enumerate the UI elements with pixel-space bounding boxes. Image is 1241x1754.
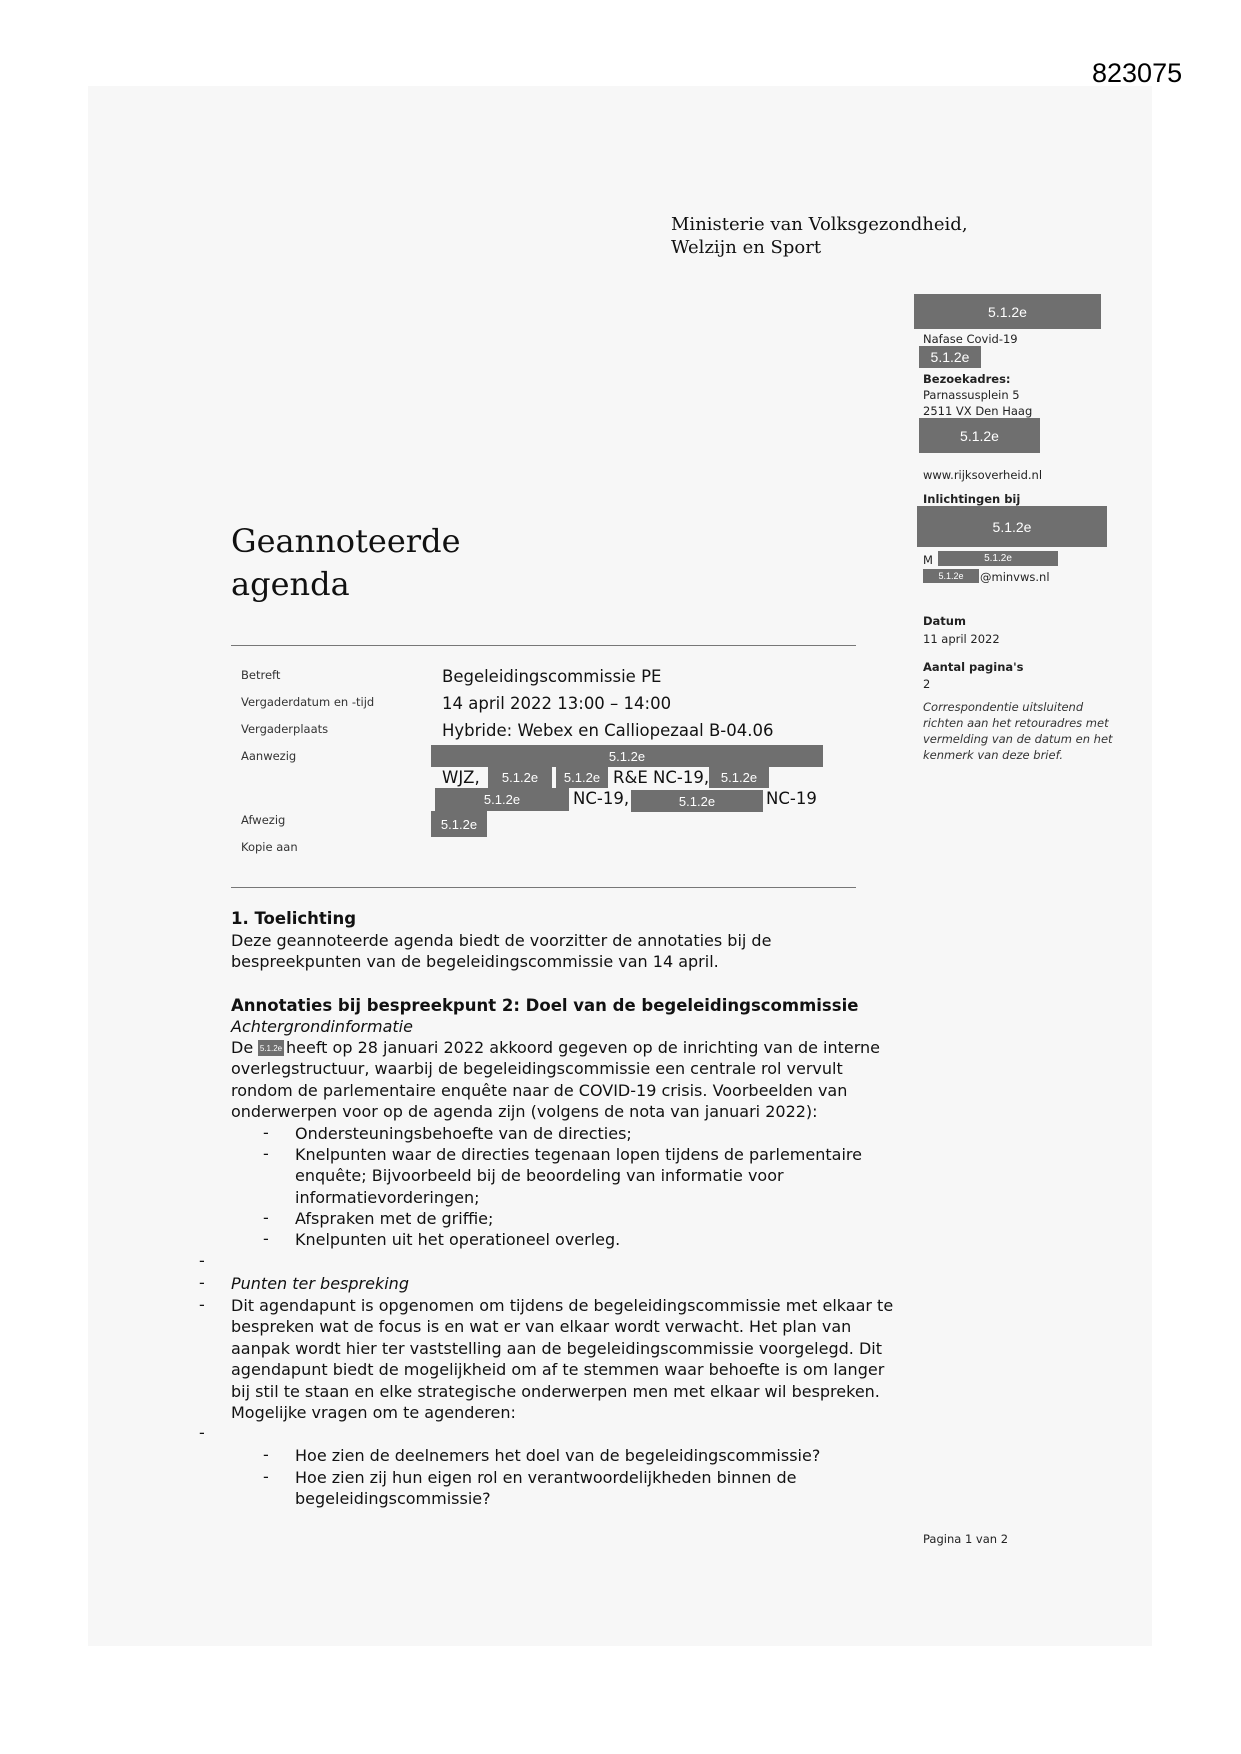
bullet-dash: - <box>263 1229 269 1248</box>
redaction-box: 5.1.2e <box>919 346 981 368</box>
section-1-line-2: bespreekpunten van de begeleidingscommissie van 14 april. <box>231 952 719 971</box>
address-line-2: 2511 VX Den Haag <box>923 404 1033 418</box>
label-subject: Betreft <box>241 668 281 682</box>
document-number: 823075 <box>1092 58 1183 88</box>
title-line-2: agenda <box>231 565 350 603</box>
divider-bottom <box>231 887 856 888</box>
section-3-line-5: bij stil te staan en elke strategische onderwerpen men met elkaar wil bespreken. <box>231 1382 880 1401</box>
bullet-dash: - <box>263 1208 269 1227</box>
info-label: Inlichtingen bij <box>923 492 1021 506</box>
divider-top <box>231 645 856 646</box>
website-link[interactable]: www.rijksoverheid.nl <box>923 468 1043 482</box>
margin-dash: - <box>199 1273 205 1292</box>
present-nc-1: NC-19, <box>573 789 630 808</box>
section-1-heading: 1. Toelichting <box>231 909 357 928</box>
mobile-label: M <box>923 553 933 567</box>
pages-label: Aantal pagina's <box>923 660 1024 674</box>
bullet-1: Ondersteuningsbehoefte van de directies; <box>295 1124 632 1143</box>
redaction-box: 5.1.2e <box>914 294 1101 329</box>
present-nc-2: NC-19 <box>766 789 817 808</box>
section-2-line-3: rondom de parlementaire enquête naar de COVID-19 crisis. Voorbeelden van <box>231 1081 848 1100</box>
redaction-box: 5.1.2e <box>917 506 1107 547</box>
section-1-line-1: Deze geannoteerde agenda biedt de voorzitter de annotaties bij de <box>231 931 772 950</box>
section-3-line-2: bespreken wat de focus is en wat er van elkaar wordt verwacht. Het plan van <box>231 1317 852 1336</box>
question-1: Hoe zien de deelnemers het doel van de begeleidingscommissie? <box>295 1446 821 1465</box>
email-address[interactable]: @minvws.nl <box>980 570 1050 584</box>
datetime-value: 14 april 2022 13:00 – 14:00 <box>442 694 672 713</box>
redaction-box: 5.1.2e <box>431 745 823 767</box>
margin-dash: - <box>199 1251 205 1270</box>
bullet-2-line-2: enquête; Bijvoorbeeld bij de beoordeling van informatie voor <box>295 1166 784 1185</box>
redaction-box: 5.1.2e <box>435 788 569 811</box>
ministry-logo-text <box>671 213 968 259</box>
date-value: 11 april 2022 <box>923 632 1000 646</box>
bullet-dash: - <box>263 1123 269 1142</box>
margin-dash: - <box>199 1423 205 1442</box>
section-3-line-1: Dit agendapunt is opgenomen om tijdens de begeleidingscommissie met elkaar te <box>231 1296 894 1315</box>
section-2-line-2: overlegstructuur, waarbij de begeleidingscommissie een centrale rol vervult <box>231 1059 843 1078</box>
redaction-box: 5.1.2e <box>556 766 608 788</box>
section-3-line-6: Mogelijke vragen om te agenderen: <box>231 1403 516 1422</box>
correspondence-note: Correspondentie uitsluitend richten aan het retouradres met vermelding van de datum en het kenmerk van deze brief. <box>923 700 1113 762</box>
sidebar-unit: Nafase Covid-19 <box>923 332 1018 346</box>
ministry-line-2: Welzijn en Sport <box>671 237 822 258</box>
label-copy: Kopie aan <box>241 840 298 854</box>
visit-address-label: Bezoekadres: <box>923 372 1011 386</box>
present-re: R&E NC-19, <box>613 768 710 787</box>
bullet-2-line-1: Knelpunten waar de directies tegenaan lopen tijdens de parlementaire <box>295 1145 862 1164</box>
redaction-box: 5.1.2e <box>709 766 769 788</box>
redaction-box: 5.1.2e <box>631 790 763 812</box>
redaction-box: 5.1.2e <box>258 1040 284 1056</box>
page-footer: Pagina 1 van 2 <box>923 1532 1009 1546</box>
label-location: Vergaderplaats <box>241 722 329 736</box>
bullet-dash: - <box>263 1144 269 1163</box>
bullet-3: Afspraken met de griffie; <box>295 1209 494 1228</box>
section-3-line-4: agendapunt biedt de mogelijkheid om af te stemmen waar behoefte is om langer <box>231 1360 885 1379</box>
title-line-1: Geannoteerde <box>231 522 461 560</box>
section-2-heading: Annotaties bij bespreekpunt 2: Doel van de begeleidingscommissie <box>231 996 859 1015</box>
margin-dash: - <box>199 1295 205 1314</box>
ministry-line-1: Ministerie van Volksgezondheid, <box>671 214 968 235</box>
bullet-dash: - <box>263 1467 269 1486</box>
bullet-2-line-3: informatievorderingen; <box>295 1188 480 1207</box>
bullet-dash: - <box>263 1445 269 1464</box>
location-value: Hybride: Webex en Calliopezaal B-04.06 <box>442 721 774 740</box>
address-line-1: Parnassusplein 5 <box>923 388 1020 402</box>
bullet-4: Knelpunten uit het operationeel overleg. <box>295 1230 621 1249</box>
pages-value: 2 <box>923 677 931 691</box>
date-label: Datum <box>923 614 966 628</box>
redaction-box: 5.1.2e <box>488 766 552 788</box>
section-3-subheading: Punten ter bespreking <box>231 1274 409 1293</box>
subject-value: Begeleidingscommissie PE <box>442 667 662 686</box>
question-2-line-1: Hoe zien zij hun eigen rol en verantwoordelijkheden binnen de <box>295 1468 797 1487</box>
redaction-box: 5.1.2e <box>431 811 487 837</box>
question-2-line-2: begeleidingscommissie? <box>295 1489 491 1508</box>
redaction-box: 5.1.2e <box>919 418 1040 453</box>
section-2-line-first-pre: De <box>231 1038 254 1057</box>
present-wjz: WJZ, <box>442 768 480 787</box>
redaction-box: 5.1.2e <box>923 569 979 583</box>
section-2-subheading: Achtergrondinformatie <box>231 1017 413 1036</box>
section-2-line-4: onderwerpen voor op de agenda zijn (volgens de nota van januari 2022): <box>231 1102 818 1121</box>
label-datetime: Vergaderdatum en -tijd <box>241 695 375 709</box>
section-3-line-3: aanpak wordt hier ter vaststelling aan de begeleidingscommissie voorgelegd. Dit <box>231 1339 882 1358</box>
redaction-box: 5.1.2e <box>938 551 1058 566</box>
label-absent: Afwezig <box>241 813 286 827</box>
section-2-line-first-post: heeft op 28 januari 2022 akkoord gegeven op de inrichting van de interne <box>286 1038 881 1057</box>
label-present: Aanwezig <box>241 749 297 763</box>
document-title <box>231 520 461 606</box>
